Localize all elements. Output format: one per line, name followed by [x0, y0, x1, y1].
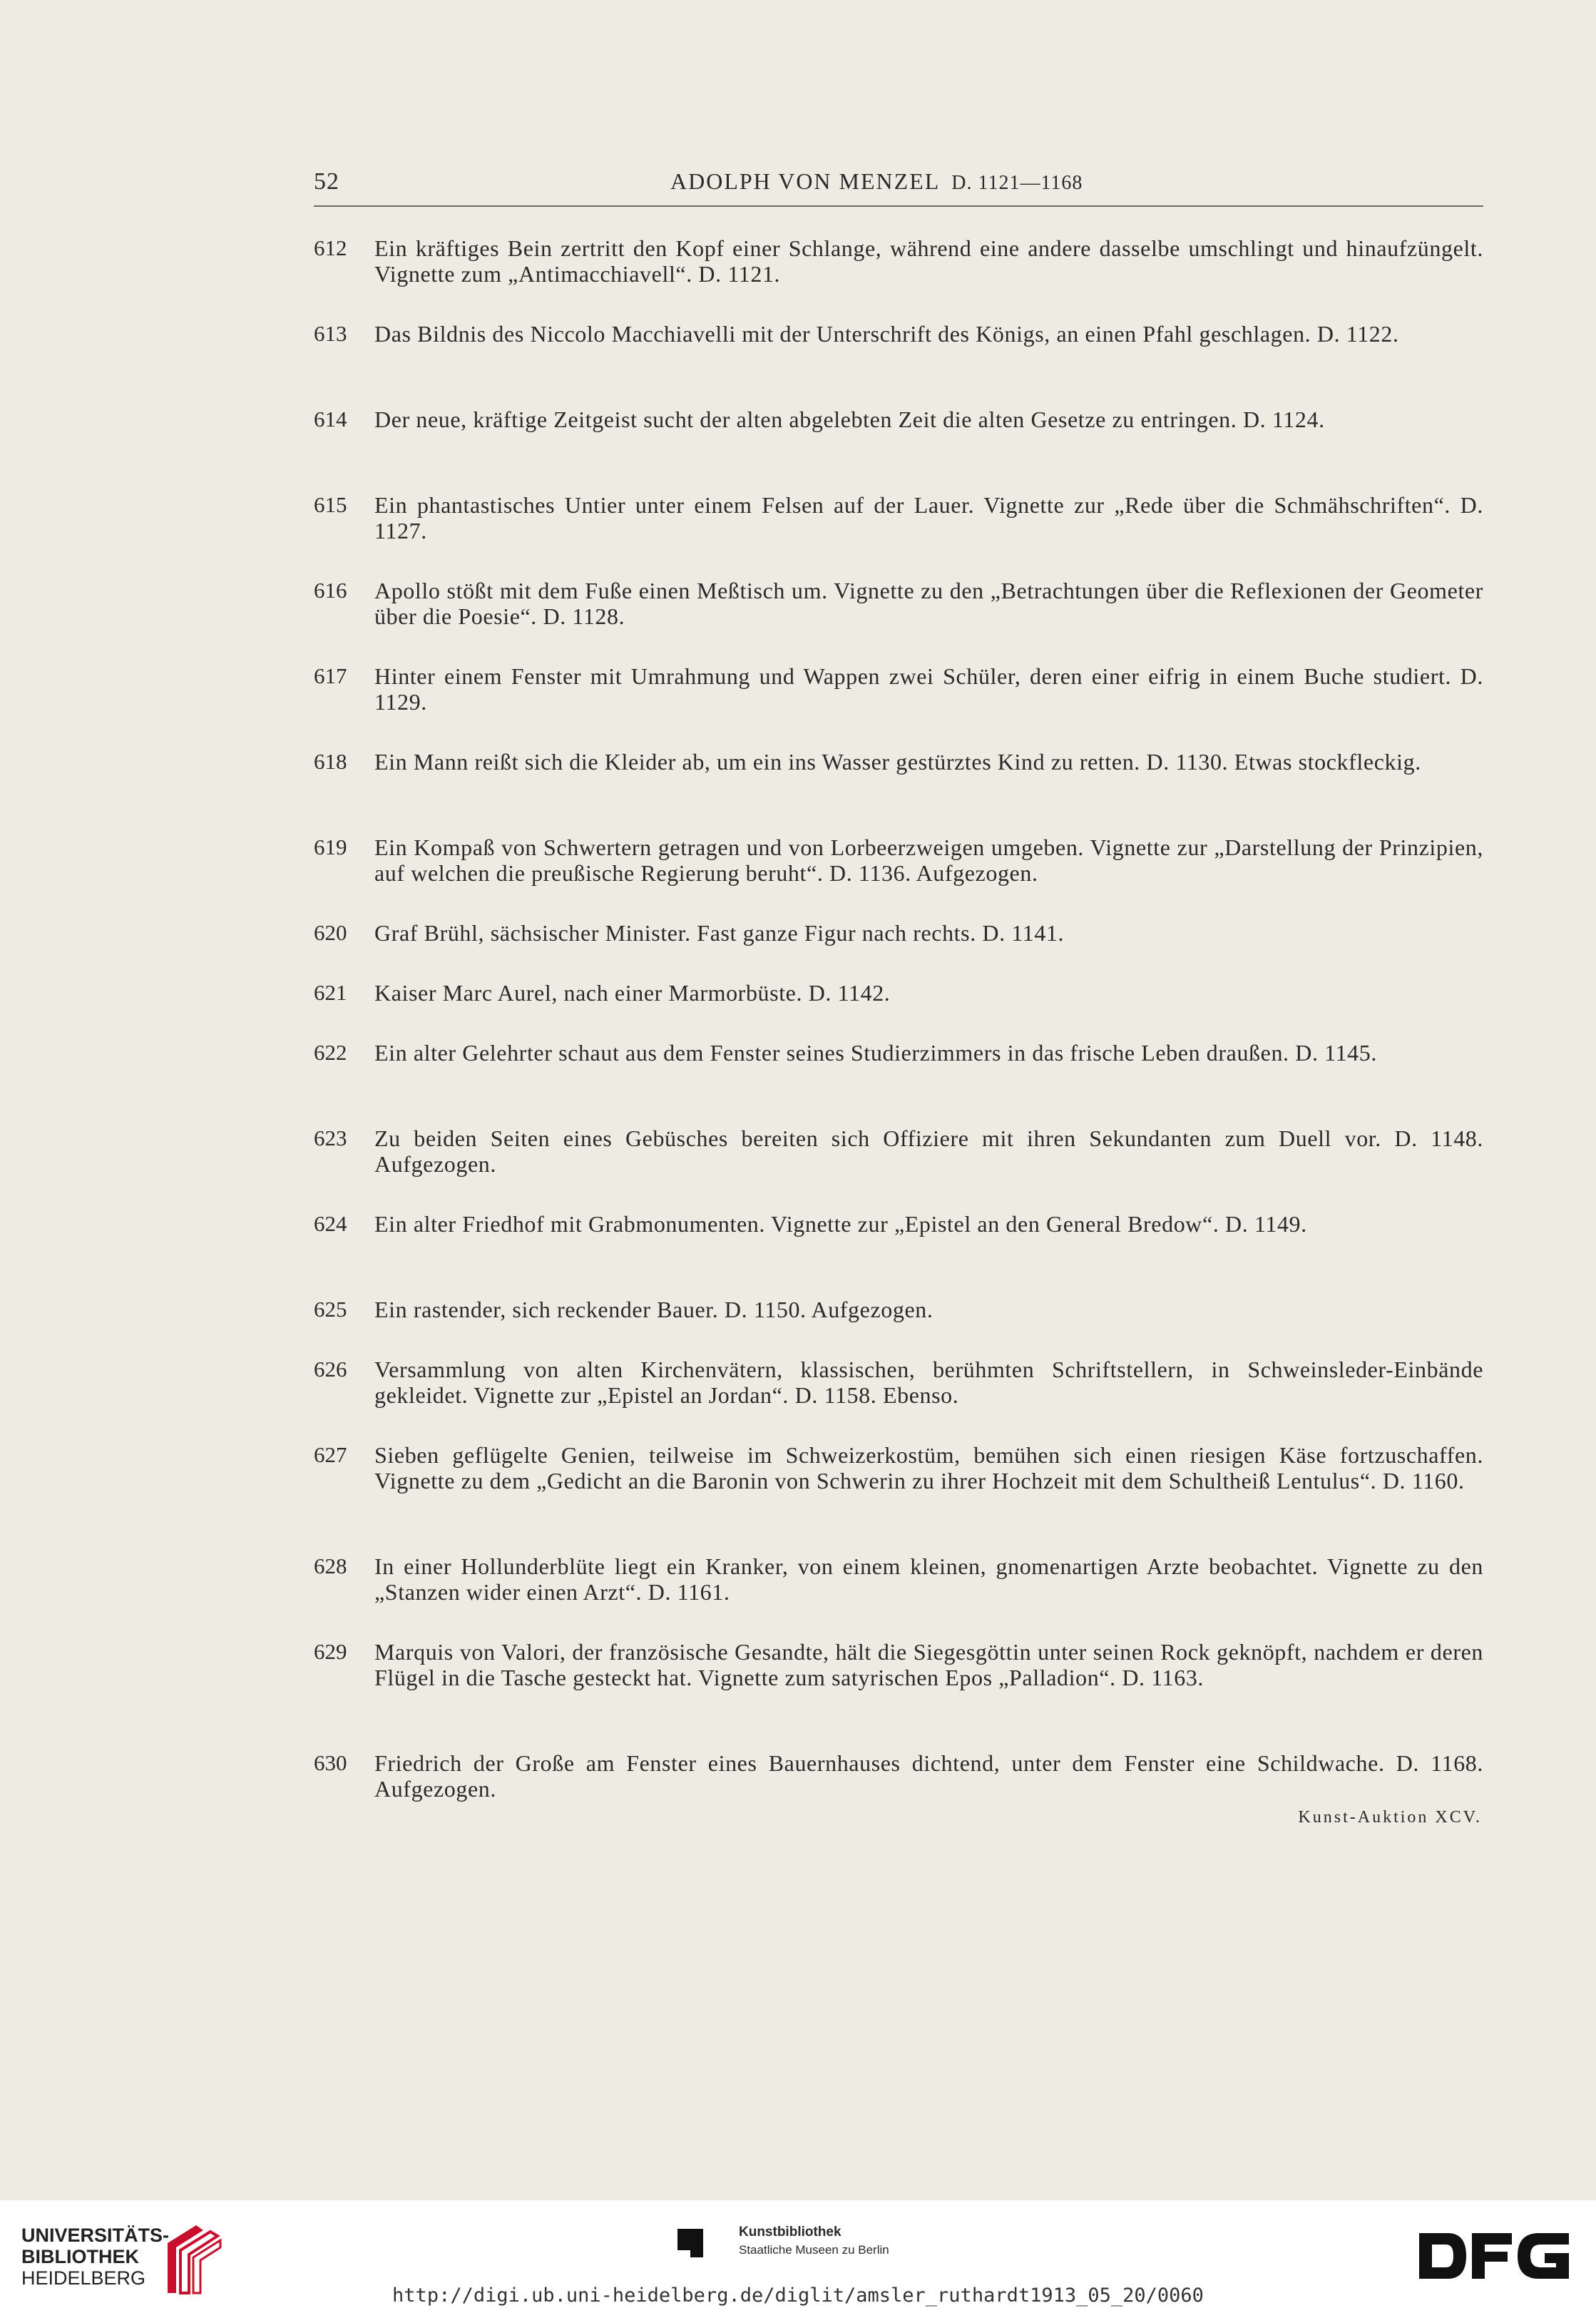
- catalog-entry: [314, 1357, 1483, 1408]
- entry-text: Ein kräftiges Bein zertritt den Kopf einer Schlange, während eine andere dasselbe umschlingt und hinaufzüngelt. Vignette zum „Antimacchiavell“. D. 1121.: [374, 235, 1483, 287]
- entry-text: Der neue, kräftige Zeitgeist sucht der alten abgelebten Zeit die alten Gesetze zu entringen. D. 1124.: [374, 407, 1325, 432]
- entry-number: 625: [314, 1297, 347, 1322]
- ub-line-1: UNIVERSITÄTS-: [21, 2225, 170, 2246]
- catalog-entry: [314, 235, 1483, 287]
- footer-bar: [0, 2200, 1596, 2313]
- entry-number: 617: [314, 663, 347, 688]
- page-number: 52: [314, 168, 339, 195]
- ub-line-2: BIBLIOTHEK: [21, 2246, 139, 2267]
- source-url[interactable]: http://digi.ub.uni-heidelberg.de/diglit/amsler_ruthardt1913_05_20/0060: [392, 2284, 1204, 2307]
- catalog-entry: [314, 1125, 1483, 1177]
- catalog-entry: [314, 1750, 1483, 1802]
- entry-text: Ein phantastisches Untier unter einem Felsen auf der Lauer. Vignette zur „Rede über die Schmähschriften“. D. 1127.: [374, 492, 1483, 543]
- running-title-text: ADOLPH VON MENZEL: [670, 168, 941, 194]
- catalog-entry: [314, 920, 1483, 946]
- page-header: [314, 163, 1483, 207]
- catalog-entry: [314, 1639, 1483, 1716]
- entry-text: Das Bildnis des Niccolo Macchiavelli mit der Unterschrift des Königs, an einen Pfahl geschlagen. D. 1122.: [374, 321, 1399, 347]
- catalog-entry: [314, 663, 1483, 715]
- entry-number: 628: [314, 1553, 347, 1578]
- running-title-range: D. 1121—1168: [951, 172, 1083, 194]
- entry-number: 618: [314, 749, 347, 774]
- entry-text: Ein alter Gelehrter schaut aus dem Fenster seines Studierzimmers in das frische Leben draußen. D. 1145.: [374, 1040, 1377, 1066]
- entry-text: Sieben geflügelte Genien, teilweise im Schweizerkostüm, bemühen sich einen riesigen Käse fortzuschaffen. Vignette zu dem „Gedicht an die Baronin von Schwerin zu ihrer Hochzeit mit dem Schultheiß Lentulus“. D. 1160.: [374, 1442, 1483, 1494]
- entry-number: 612: [314, 235, 347, 260]
- catalog-entry: [314, 407, 1483, 458]
- entry-text: Ein alter Friedhof mit Grabmonumenten. Vignette zur „Epistel an den General Bredow“. D. 1149.: [374, 1211, 1307, 1237]
- kb-line-1: Kunstbibliothek: [739, 2225, 842, 2240]
- entry-text: In einer Hollunderblüte liegt ein Kranker, von einem kleinen, gnomenartigen Arzte beobachtet. Vignette zu den „Stanzen wider einen Arzt“. D. 1161.: [374, 1553, 1483, 1605]
- catalog-entry: [314, 1442, 1483, 1519]
- entry-number: 627: [314, 1442, 347, 1467]
- entry-text: Kaiser Marc Aurel, nach einer Marmorbüste. D. 1142.: [374, 980, 891, 1006]
- entry-text: Versammlung von alten Kirchenvätern, klassischen, berühmten Schriftstellern, in Schweinsleder-Einbände gekleidet. Vignette zur „Epistel an Jordan“. D. 1158. Ebenso.: [374, 1357, 1483, 1408]
- entry-text: Ein Mann reißt sich die Kleider ab, um ein ins Wasser gestürztes Kind zu retten. D. 1130. Etwas stockfleckig.: [374, 749, 1421, 775]
- running-title: [670, 168, 1083, 195]
- entry-number: 626: [314, 1357, 347, 1382]
- catalog-entry: [314, 1040, 1483, 1091]
- entry-text: Zu beiden Seiten eines Gebüsches bereiten sich Offiziere mit ihren Sekundanten zum Duell vor. D. 1148. Aufgezogen.: [374, 1125, 1483, 1177]
- entry-text: Marquis von Valori, der französische Gesandte, hält die Siegesgöttin unter seinen Rock geknöpft, nachdem er deren Flügel in die Tasche gesteckt hat. Vignette zum satyrischen Epos „Palladion“. D. 1163.: [374, 1639, 1483, 1690]
- catalog-entry: [314, 1297, 1483, 1322]
- dfg-logo[interactable]: [1419, 2227, 1572, 2284]
- catalog-entries: [314, 235, 1483, 1802]
- catalog-entry: [314, 321, 1483, 372]
- entry-number: 615: [314, 492, 347, 517]
- catalog-entry: [314, 492, 1483, 543]
- kunstbibliothek-logo[interactable]: [677, 2215, 963, 2272]
- ub-logo-text: [21, 2225, 169, 2289]
- entry-number: 629: [314, 1639, 347, 1664]
- entry-number: 621: [314, 980, 347, 1005]
- catalog-entry: [314, 749, 1483, 800]
- entry-number: 622: [314, 1040, 347, 1065]
- kb-line-2: Staatliche Museen zu Berlin: [739, 2243, 889, 2257]
- entry-number: 614: [314, 407, 347, 432]
- entry-text: Ein Kompaß von Schwertern getragen und von Lorbeerzweigen umgeben. Vignette zur „Darstellung der Prinzipien, auf welchen die preußische Regierung beruht“. D. 1136. Aufgezogen.: [374, 834, 1483, 886]
- entry-text: Ein rastender, sich reckender Bauer. D. 1150. Aufgezogen.: [374, 1297, 933, 1322]
- entry-text: Graf Brühl, sächsischer Minister. Fast ganze Figur nach rechts. D. 1141.: [374, 920, 1065, 946]
- entry-number: 624: [314, 1211, 347, 1236]
- catalog-entry: [314, 834, 1483, 886]
- kunstbibliothek-emblem-icon: [677, 2229, 703, 2257]
- catalog-entry: [314, 980, 1483, 1006]
- catalog-entry: [314, 1211, 1483, 1262]
- signature-mark: Kunst-Auktion XCV.: [1298, 1808, 1482, 1827]
- entry-number: 620: [314, 920, 347, 945]
- entry-text: Apollo stößt mit dem Fuße einen Meßtisch um. Vignette zu den „Betrachtungen über die Reflexionen der Geometer über die Poesie“. D. 1128.: [374, 578, 1483, 629]
- entry-number: 619: [314, 834, 347, 859]
- entry-number: 623: [314, 1125, 347, 1150]
- catalog-entry: [314, 1553, 1483, 1605]
- entry-number: 616: [314, 578, 347, 603]
- entry-number: 630: [314, 1750, 347, 1775]
- catalog-entry: [314, 578, 1483, 629]
- ub-line-3: HEIDELBERG: [21, 2267, 146, 2289]
- entry-text: Hinter einem Fenster mit Umrahmung und Wappen zwei Schüler, deren einer eifrig in einem Buche studiert. D. 1129.: [374, 663, 1483, 715]
- entry-text: Friedrich der Große am Fenster eines Bauernhauses dichtend, unter dem Fenster eine Schildwache. D. 1168. Aufgezogen.: [374, 1750, 1483, 1802]
- entry-number: 613: [314, 321, 347, 346]
